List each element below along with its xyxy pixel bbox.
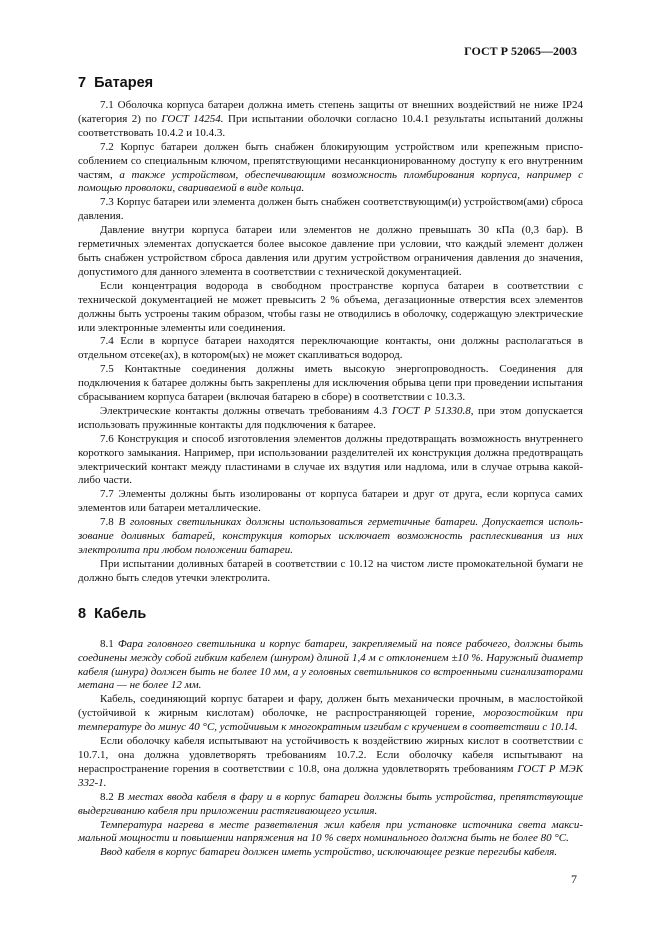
text-run: 7.4 Если в корпусе батареи находятся переключающие контакты, они должны располагаться в отдельном отсеке(ах), в котором(ых) не может скапливаться водород.	[78, 335, 583, 362]
italic-run: Температура нагрева в месте разветвления жил кабеля при установке источника света максимальной мощности и повышении напряжения на 10 % сверх номинального должна быть не более 80 °С.	[78, 818, 583, 845]
paragraph	[78, 693, 583, 735]
section-body-battery	[78, 99, 583, 586]
text-run: 7.1 Оболочка корпуса батареи должна иметь степень защиты от внешних воздействий не ниже IP24 (категория 2) по	[78, 99, 583, 125]
paragraph	[78, 224, 583, 280]
paragraph	[78, 363, 583, 405]
paragraph	[78, 558, 583, 586]
text-run: 7.5 Контактные соединения должны иметь высокую энергопроводность. Соединения для подключения к батарее должны быть закреплены для исключения обрыва цепи при проведении испытания сбрасыванием корпуса батареи (включая батарею в сборе) в соответствии с 10.3.3.	[78, 363, 583, 404]
text-run: Если оболочку кабеля испытывают на устойчивость к воздействию жирных кислот в соответствии с 10.7.1, она должна удовлетворять требованиям 10.7.2. Если оболочку кабеля испытывают на нераспространение горения в соответствии с 10.8, она должна удовлетворять требованиям	[78, 735, 583, 775]
italic-run: Ввод кабеля в корпус батареи должен иметь устройство, исключающее резкие перегибы кабеля.	[100, 846, 558, 859]
section-body-cable	[78, 638, 583, 861]
paragraph	[78, 141, 583, 197]
paragraph	[78, 99, 583, 141]
paragraph	[78, 488, 583, 516]
italic-run: ГОСТ Р 51330.8	[391, 404, 471, 417]
text-run: 7.6 Конструкция и способ изготовления элементов должны предотвращать возможность внутреннего короткого замыкания. Например, при использовании разделителей их конструкция должна предотвращать электрический контакт между пластинами в случае их вздутия или надлома, или в случае отрыва какой-либо части.	[78, 432, 583, 487]
paragraph	[78, 280, 583, 336]
text-run: 7.8	[100, 516, 119, 529]
italic-run: ГОСТ Р МЭК 332-1.	[78, 762, 583, 789]
paragraph	[78, 433, 583, 489]
italic-run: В местах ввода кабеля в фару и в корпус батареи должны быть устройства, препятствующие выдергиванию кабеля при приложении растягивающего усилия.	[78, 790, 584, 817]
section-heading-battery	[78, 75, 583, 91]
paragraph	[78, 516, 583, 558]
paragraph	[78, 846, 583, 860]
text-run: При испытании доливных батарей в соответствии с 10.12 на чистом листе промокательной бумаги не должно быть следов утечки электролита.	[78, 557, 583, 584]
text-run: При испытании оболочки согласно 10.4.1 результаты испытаний должны соответствовать 10.4.2 и 10.4.3.	[78, 112, 583, 139]
section-number: 7	[78, 75, 87, 91]
paragraph	[78, 735, 583, 791]
italic-run: ГОСТ 14254.	[161, 112, 224, 125]
paragraph	[78, 196, 583, 224]
text-run: 8.2	[100, 790, 118, 803]
text-run: Если концентрация водорода в свободном пространстве корпуса батареи в соответствии с технической документацией не может превысить 2 % объема, дегазационные отверстия всех элементов должны быть устроены таким образом, чтобы газы не отводились в оболочку, содержащую электрические или электронные элементы или соединения.	[78, 279, 583, 334]
paragraph	[78, 791, 583, 819]
text-run: Кабель, соединяющий корпус батареи и фару, должен быть механически прочным, в маслостойкой (устойчивой к жирным кислотам) оболочке, не распространяющей горение,	[78, 693, 583, 720]
standard-code: ГОСТ Р 52065—2003	[464, 44, 577, 58]
italic-run: В головных светильниках должны использоваться герметичные батареи. Допускается использование доливных батарей, конструкция которых исключает возможность расплескивания из них электролита при любом положении батареи.	[78, 516, 583, 556]
paragraph	[78, 638, 583, 694]
text-run: 7.7 Элементы должны быть изолированы от корпуса батареи и друг от друга, если корпуса самих элементов или батареи металлические.	[78, 488, 583, 515]
paragraph	[78, 335, 583, 363]
page-number: 7	[571, 872, 577, 886]
paragraph	[78, 819, 583, 847]
section-number: 8	[78, 605, 87, 622]
italic-run: а также устройством, обеспечивающим возможность пломбирования корпуса, например с помощью проволоки, свариваемой в виде кольца.	[78, 168, 583, 195]
italic-run: Фара головного светильника и корпус батареи, закрепляемый на поясе рабочего, должны быть соединены между собой гибким кабелем (шнуром) длиной 1,4 м с отклонением ±10 %. Наружный диаметр кабеля (шнура) должен быть не более 10 мм, а у головных светильников со встроенными сигнализаторами метана — не более 12 мм.	[78, 637, 583, 692]
text-run: 7.3 Корпус батареи или элемента должен быть снабжен соответствующим(и) устройством(ами) сброса давления.	[78, 196, 583, 223]
text-run: Электрические контакты должны отвечать требованиям 4.3	[100, 404, 392, 417]
text-run: Давление внутри корпуса батареи или элементов не должно превышать 30 кПа (0,3 бар). В герметичных элементах допускается более высокое давление при условии, что каждый элемент должен быть снабжен устройством сброса давления или другим устройством ограничения давления до значения, допустимого для данного элемента в соответствии с технической документацией.	[78, 224, 583, 278]
italic-run: морозостойким при температуре до минус 40 °С, устойчивым к многократным изгибам с кручением в соответствии с 10.14.	[78, 707, 584, 734]
section-heading-cable	[78, 606, 583, 622]
document-body	[78, 75, 583, 860]
text-run: , при этом допускается использовать пружинные контакты для подключения к батарее.	[78, 404, 583, 431]
section-title: Кабель	[94, 605, 147, 622]
text-run: 8.1	[100, 637, 118, 650]
section-title: Батарея	[94, 75, 154, 91]
text-run: 7.2 Корпус батареи должен быть снабжен блокирующим устройством или крепежным приспособлением со специальным ключом, препятствующими несанкционированному доступу к его внутренним частям,	[78, 140, 583, 181]
paragraph	[78, 405, 583, 433]
